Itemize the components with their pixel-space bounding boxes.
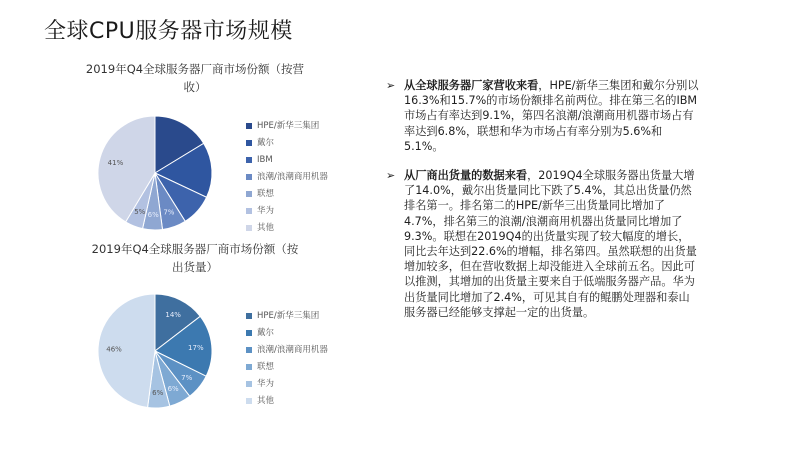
legend-label: 其他 bbox=[257, 223, 275, 233]
legend-item bbox=[246, 169, 328, 186]
legend-swatch bbox=[246, 140, 252, 146]
paragraph-lead: 从全球服务器厂家营收来看 bbox=[404, 79, 539, 92]
pie-svg bbox=[90, 286, 220, 416]
legend-swatch bbox=[246, 347, 252, 353]
slice-value-label: 17% bbox=[188, 343, 204, 352]
legend-item bbox=[246, 118, 328, 135]
paragraph-revenue bbox=[384, 78, 700, 154]
pie-chart-revenue bbox=[70, 60, 370, 233]
legend-label: 联想 bbox=[257, 362, 275, 372]
slice-value-label: 46% bbox=[106, 345, 122, 354]
legend-label: IBM bbox=[257, 155, 273, 165]
slice-value-label: 7% bbox=[181, 374, 193, 383]
slice-value-label: 7% bbox=[163, 208, 175, 217]
slice-value-label: 41% bbox=[107, 159, 124, 168]
page-title: 全球CPU服务器市场规模 bbox=[44, 19, 293, 44]
legend-label: 戴尔 bbox=[257, 328, 275, 338]
legend-item bbox=[246, 342, 328, 359]
paragraph-shipments bbox=[384, 168, 700, 320]
legend-swatch bbox=[246, 208, 252, 214]
legend-swatch bbox=[246, 398, 252, 404]
chart-legend bbox=[246, 308, 328, 410]
legend-label: HPE/新华三集团 bbox=[257, 311, 320, 321]
legend-item bbox=[246, 152, 328, 169]
legend-label: 其他 bbox=[257, 396, 275, 406]
legend-label: 联想 bbox=[257, 189, 275, 199]
chart-title-line: 2019年Q4全球服务器厂商市场份额（按 bbox=[91, 242, 299, 256]
slice-value-label: 6% bbox=[147, 211, 159, 220]
slice-value-label: 6% bbox=[152, 388, 164, 397]
paragraph-body: ，2019Q4全球服务器出货量大增了14.0%，戴尔出货量同比下跌了5.4%，其总出货量仍然排名第一。排名第二的HPE/新华三出货量同比增加了4.7%，排名第三的浪潮/浪潮商用机器出货量同比增加了9.3%。联想在2019Q4的出货量实现了较大幅度的增长，同比去年达到22.6%的增幅，排名第四。虽然联想的出货量增加较多，但在营收数据上却没能进入全球前五名。因此可以推测，其增加的出货量主要来自于低端服务器产品。华为出货量同比增加了2.4%，可见其自有的鲲鹏处理器和泰山服务器已经能够支撑起一定的出货量。 bbox=[404, 169, 697, 319]
legend-item bbox=[246, 186, 328, 203]
legend-item bbox=[246, 220, 328, 237]
slice-value-label: 14% bbox=[165, 311, 181, 320]
legend-swatch bbox=[246, 381, 252, 387]
legend-item bbox=[246, 376, 328, 393]
chart-title-line: 2019年Q4全球服务器厂商市场份额（按营 bbox=[85, 62, 305, 76]
analysis-text bbox=[384, 78, 700, 334]
slice-value-label: 5% bbox=[134, 208, 146, 217]
legend-label: 戴尔 bbox=[257, 138, 275, 148]
legend-swatch bbox=[246, 225, 252, 231]
legend-label: HPE/新华三集团 bbox=[257, 121, 320, 131]
slice-value-label: 6% bbox=[167, 384, 179, 393]
legend-item bbox=[246, 393, 328, 410]
pie-chart-shipments bbox=[70, 240, 370, 406]
legend-item bbox=[246, 203, 328, 220]
legend-swatch bbox=[246, 330, 252, 336]
pie-svg bbox=[90, 108, 220, 238]
legend-label: 华为 bbox=[257, 206, 275, 216]
legend-item bbox=[246, 308, 328, 325]
chart-title bbox=[70, 60, 320, 96]
legend-item bbox=[246, 135, 328, 152]
legend-swatch bbox=[246, 157, 252, 163]
legend-label: 浪潮/浪潮商用机器 bbox=[257, 345, 328, 355]
chart-legend bbox=[246, 118, 328, 237]
legend-swatch bbox=[246, 123, 252, 129]
legend-label: 华为 bbox=[257, 379, 275, 389]
legend-item bbox=[246, 325, 328, 342]
chart-title-line: 出货量） bbox=[172, 260, 218, 274]
arrow-bullet-icon: ➢ bbox=[386, 169, 396, 183]
chart-title-line: 收） bbox=[183, 80, 207, 94]
legend-swatch bbox=[246, 313, 252, 319]
chart-title bbox=[70, 240, 320, 276]
legend-label: 浪潮/浪潮商用机器 bbox=[257, 172, 328, 182]
paragraph-body: ，HPE/新华三集团和戴尔分别以16.3%和15.7%的市场份额排名前两位。排在第三名的IBM市场占有率达到9.1%，第四名浪潮/浪潮商用机器市场占有率达到6.8%，联想和华为市场占有率分别为5.6%和5.1%。 bbox=[404, 79, 699, 153]
paragraph-lead: 从厂商出货量的数据来看 bbox=[404, 169, 528, 183]
legend-swatch bbox=[246, 191, 252, 197]
legend-item bbox=[246, 359, 328, 376]
legend-swatch bbox=[246, 364, 252, 370]
arrow-bullet-icon: ➢ bbox=[386, 79, 396, 92]
legend-swatch bbox=[246, 174, 252, 180]
